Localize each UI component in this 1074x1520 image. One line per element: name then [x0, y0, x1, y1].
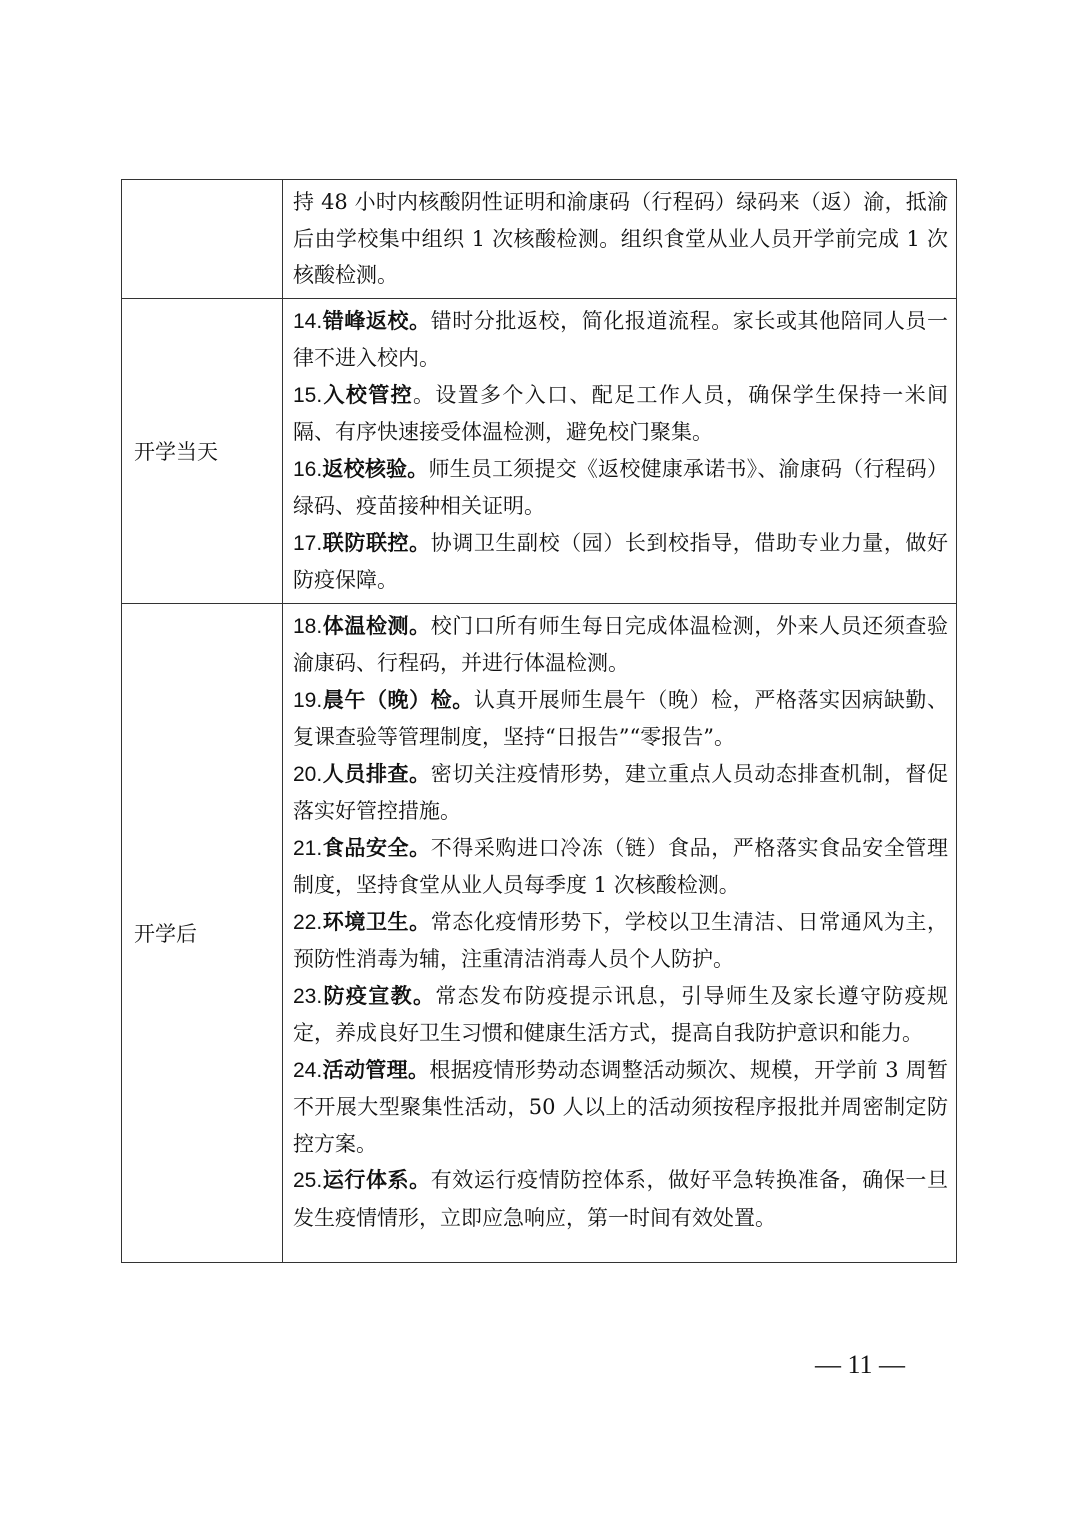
table-row-after-opening: [122, 603, 957, 1262]
measure-item-16: 16.返校核验。师生员工须提交《返校健康承诺书》、渝康码（行程码）绿码、疫苗接种相关证明。: [293, 456, 949, 518]
measure-item-15: 15.入校管控。设置多个入口、配足工作人员，确保学生保持一米间隔、有序快速接受体温检测，避免校门聚集。: [293, 382, 948, 444]
measure-item-24: 24.活动管理。根据疫情形势动态调整活动频次、规模，开学前 3 周暂不开展大型聚集性活动，50 人以上的活动须按程序报批并周密制定防控方案。: [293, 1057, 948, 1156]
measure-item-20: 20.人员排查。密切关注疫情形势，建立重点人员动态排查机制，督促落实好管控措施。: [293, 761, 949, 823]
measure-item-22: 22.环境卫生。常态化疫情形势下，学校以卫生清洁、日常通风为主，预防性消毒为辅，注重清洁消毒人员个人防护。: [293, 909, 949, 971]
measure-item-19: 19.晨午（晚）检。认真开展师生晨午（晚）检，严格落实因病缺勤、复课查验等管理制度，坚持“日报告”“零报告”。: [293, 687, 949, 749]
measure-item-17: 17.联防联控。协调卫生副校（园）长到校指导，借助专业力量，做好防疫保障。: [293, 530, 949, 592]
measure-item-14: 14.错峰返校。错时分批返校，简化报道流程。家长或其他陪同人员一律不进入校内。: [293, 308, 949, 370]
measures-table: [121, 179, 957, 1263]
measure-item-21: 21.食品安全。不得采购进口冷冻（链）食品，严格落实食品安全管理制度，坚持食堂从业人员每季度 1 次核酸检测。: [293, 835, 949, 897]
measure-item: 持 48 小时内核酸阴性证明和渝康码（行程码）绿码来（返）渝，抵渝后由学校集中组织 1 次核酸检测。组织食堂从业人员开学前完成 1 次核酸检测。: [293, 190, 948, 287]
stage-label-empty: [122, 180, 283, 299]
table-row-opening-day: [122, 298, 957, 603]
stage-content: [283, 180, 957, 299]
measure-item-25: 25.运行体系。有效运行疫情防控体系，做好平急转换准备，确保一旦发生疫情情形，立即应急响应，第一时间有效处置。: [293, 1168, 949, 1230]
stage-label: 开学后: [122, 603, 283, 1262]
table-row-continuation: [122, 180, 957, 299]
stage-content: [283, 603, 957, 1262]
page-number: — 11 —: [814, 1350, 906, 1379]
measure-item-23: 23.防疫宣教。常态发布防疫提示讯息，引导师生及家长遵守防疫规定，养成良好卫生习惯和健康生活方式，提高自我防护意识和能力。: [293, 983, 949, 1045]
measure-item-18: 18.体温检测。校门口所有师生每日完成体温检测，外来人员还须查验渝康码、行程码，并进行体温检测。: [293, 613, 949, 675]
stage-label: 开学当天: [122, 298, 283, 603]
stage-content: [283, 298, 957, 603]
